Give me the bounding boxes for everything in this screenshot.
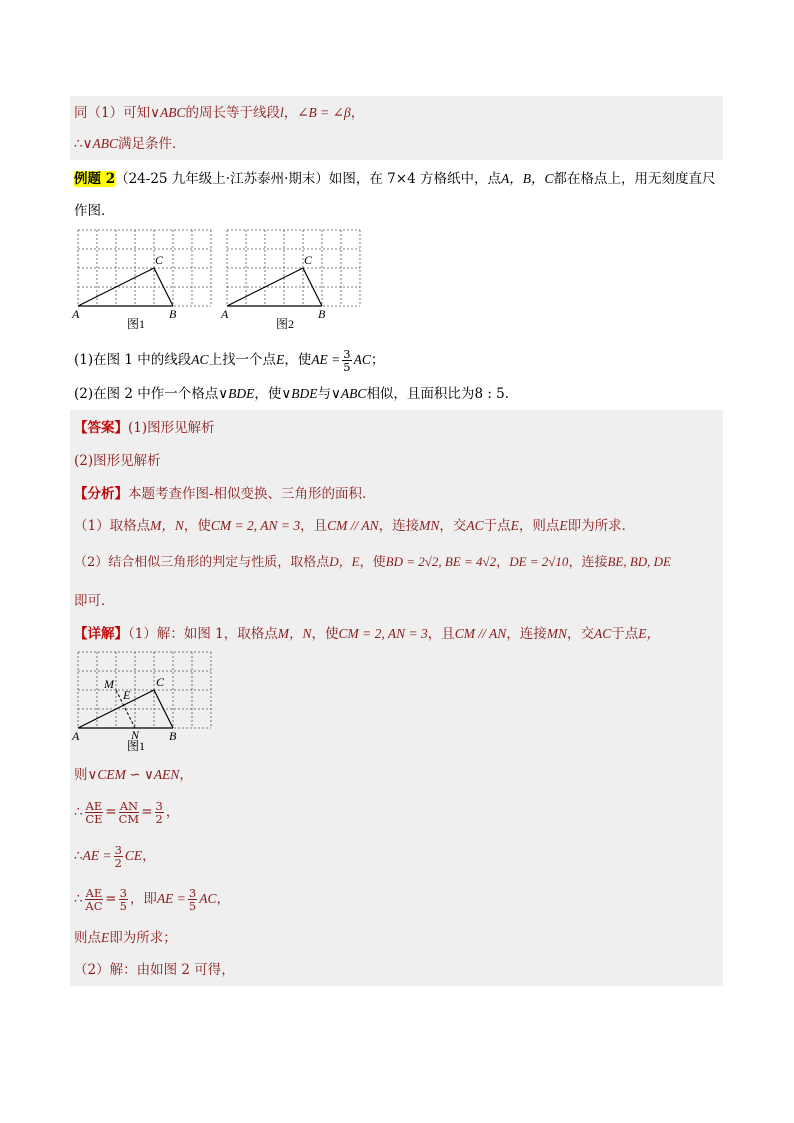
analysis-line [74,484,376,504]
fraction [85,800,104,825]
therefore: ∴ [74,804,83,820]
detail-figure-1 [70,648,220,758]
equation: AE = [156,891,186,906]
triangle-abc: ∨ABC [82,136,118,151]
segment: CE [124,848,143,863]
label-n: N [131,728,140,742]
point-e: E [276,352,285,367]
equation: CM = 2, AN = 3 [338,626,428,641]
label-c: C [156,675,165,689]
text: 即为所求． [567,518,636,534]
denominator: 2 [114,856,122,870]
points: M，N [150,518,184,533]
text: ，使 [284,352,312,368]
text: 则点 [74,930,101,946]
angle-equation: ∠B = ∠β [297,105,351,120]
figure-2 [219,226,369,336]
label-a: A [72,307,80,321]
equals: = [105,804,117,820]
equation: CM // AN [327,518,379,533]
text: ． [504,386,519,402]
analysis-line [74,591,115,611]
step-line [74,960,235,980]
fraction [85,887,104,912]
denominator: 5 [119,899,127,913]
text: ； [370,352,385,368]
text: 满足条件． [117,136,186,152]
triangle-bde: ∨BDE [218,386,255,401]
equation: BD = 2√2, BE = 4√2 [385,554,497,569]
denominator: CE [85,812,103,826]
figure-caption: 图1 [127,317,146,331]
equals: = [105,891,117,907]
fraction [188,887,197,912]
denominator: CM [118,812,140,826]
label-b: B [169,729,177,743]
analysis-label: 【分析】 [74,486,128,502]
segment: AC [199,891,217,906]
points: M，N [277,626,312,641]
fraction [119,800,140,825]
denominator: AC [85,899,103,913]
answer-line [74,451,161,471]
ratio: 8 : 5 [474,386,505,402]
text: 于点 [483,518,511,534]
text: (2)在图 2 中作一个格点 [74,386,219,402]
text: ， [165,804,180,820]
text: （2）结合相似三角形的判定与性质，取格点 [74,555,330,570]
point: E [559,518,568,533]
segment-ac: AC [353,352,371,367]
text: ，连接 [568,555,608,570]
example-label: 例题 2 [74,171,116,187]
text: （1）解：如图 1，取格点 [128,626,278,642]
therefore: ∴ [74,848,83,864]
therefore: ∴ [74,891,83,907]
segments: BE, BD, DE [607,554,671,569]
text: （24-25 九年级上·江苏泰州·期末）如图，在 7×4 方格纸中，点 [115,171,501,187]
equation: AE = [311,352,341,367]
text: ，交 [566,626,594,642]
fraction [119,887,128,912]
denominator: 2 [155,812,163,826]
label-a: A [72,729,80,743]
text: 上找一个点 [208,352,277,368]
step-line [74,928,177,948]
detail-line [74,624,660,644]
segment: AC [593,626,612,641]
fraction [155,800,164,825]
triangle-bde: ∨BDE [281,386,318,401]
numerator: AE [85,886,103,900]
step-line [74,840,156,872]
text: 同（1）可知 [74,105,151,121]
example-header [74,169,715,189]
numerator: 3 [188,886,197,900]
equals: = [141,804,153,820]
denominator: 5 [343,360,351,374]
text: ，使 [359,555,386,570]
question-1 [74,346,384,374]
equation: CM // AN [454,626,507,641]
answer-label: 【答案】 [74,420,128,436]
similar-triangles: ∨CEM ∽ ∨AEN [87,767,180,782]
text: ， [496,555,510,570]
figure-caption: 图1 [127,739,146,753]
text: ，且 [300,518,328,534]
fraction [114,844,123,869]
text: ， [350,105,365,121]
numerator: AE [85,799,103,813]
segment: MN [546,626,567,641]
points: A，B，C [500,171,554,186]
label-e: E [123,688,131,702]
text-line [74,134,185,154]
therefore: ∴ [74,136,83,152]
text: ，使 [254,386,282,402]
text: ， [142,848,156,864]
equation: AE = [82,848,112,863]
fraction [342,348,351,373]
numerator: 3 [114,843,122,857]
point: E， [638,626,660,641]
text: ，使 [183,518,211,534]
text: 相似，且面积比为 [366,386,475,402]
text: 作图． [74,203,115,219]
step-line [74,883,230,915]
segment: MN [419,518,440,533]
text: ， [179,767,193,783]
label-b: B [318,307,326,321]
text: ， [283,105,298,121]
text: (1)图形见解析 [128,420,215,436]
text: 即为所求； [109,930,177,946]
label-b: B [169,307,177,321]
text: ，即 [129,891,157,907]
segment-l: l [279,105,284,120]
segment: AC [466,518,484,533]
label-m: M [104,677,114,691]
denominator: 5 [188,899,197,913]
figure-caption: 图2 [276,317,295,331]
text: ， [216,891,231,907]
figure-1 [70,226,220,336]
label-c: C [304,253,313,267]
step-line [74,796,179,828]
analysis-line [74,516,635,536]
text: ，且 [427,626,455,642]
answer-line [74,418,215,438]
text: 的周长等于线段 [185,105,280,121]
step-line [74,765,193,785]
label-c: C [155,253,164,267]
label-a: A [221,307,229,321]
segment-ac: AC [191,352,209,367]
text: 与 [317,386,332,402]
text: 于点 [611,626,639,642]
numerator: 3 [343,347,351,361]
numerator: 3 [155,799,163,813]
text: 即可． [74,593,115,609]
equation: CM = 2, AN = 3 [210,518,301,533]
point: E [510,518,519,533]
text: (1)在图 1 中的线段 [74,352,192,368]
text: 都在格点上，用无刻度直尺 [553,171,716,187]
point: E [101,930,110,945]
text: ，则点 [518,518,560,534]
text: ，连接 [506,626,547,642]
text: ，连接 [378,518,420,534]
equation: DE = 2√10 [509,554,569,569]
text: 本题考查作图-相似变换、三角形的面积． [128,486,376,502]
numerator: 3 [119,886,127,900]
question-2 [74,384,518,404]
text: ，交 [439,518,467,534]
text-line [74,201,115,221]
triangle-abc: ∨ABC [331,386,367,401]
text: （2）解：由如图 2 可得， [74,962,235,978]
points: D，E [329,554,360,569]
text: ，使 [311,626,339,642]
numerator: AN [119,799,139,813]
text-line [74,103,364,123]
analysis-line [74,552,671,573]
text: 则 [74,767,88,783]
text: (2)图形见解析 [74,453,161,469]
triangle-abc: ∨ABC [150,105,186,120]
detail-label: 【详解】 [74,626,128,642]
text: （1）取格点 [74,518,151,534]
